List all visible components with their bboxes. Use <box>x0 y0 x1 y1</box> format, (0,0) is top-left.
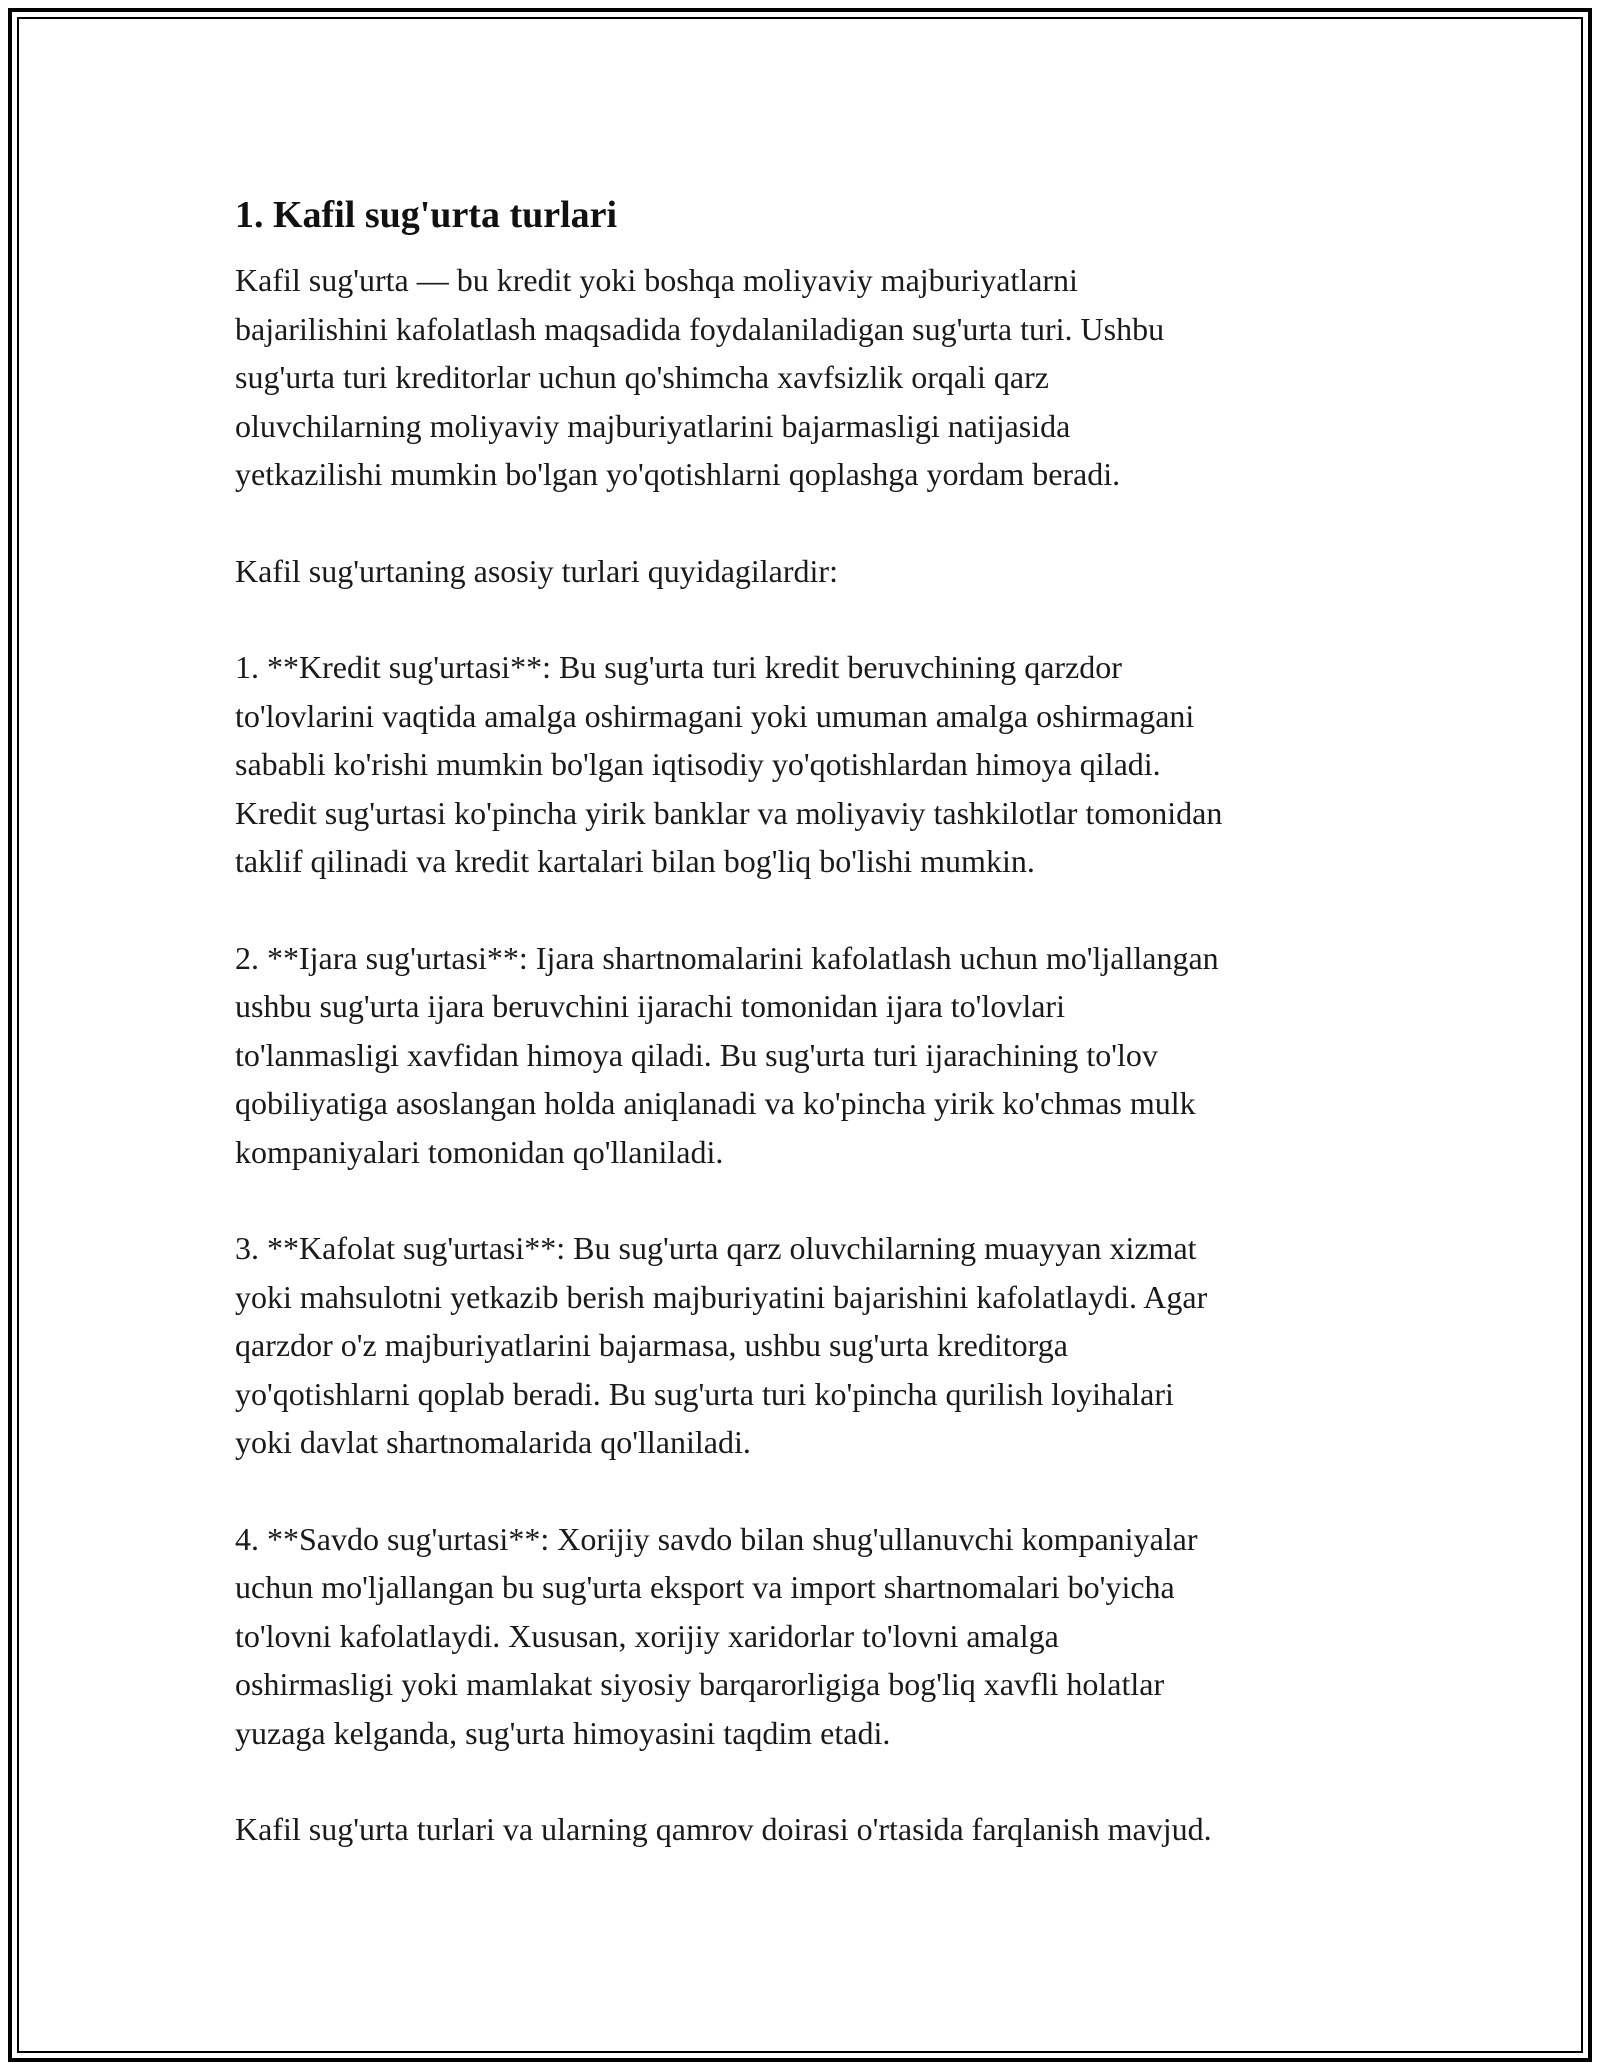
list-item-guarantee-insurance: 3. **Kafolat sug'urtasi**: Bu sug'urta qarz oluvchilarning muayyan xizmat yoki mahsulotni yetkazib berish majburiyatini bajarishini kafolatlaydi. Agar qarzdor o'z majburiyatlarini bajarmasa, ushbu sug'urta kreditorga yo'qotishlarni qoplab beradi. Bu sug'urta turi ko'pincha qurilish loyihalari yoki davlat shartnomalarida qo'llaniladi. <box>235 1230 1208 1460</box>
types-intro-paragraph: Kafil sug'urtaning asosiy turlari quyidagilardir: <box>235 552 838 589</box>
section-heading: 1. Kafil sug'urta turlari <box>235 194 618 236</box>
intro-paragraph: Kafil sug'urta — bu kredit yoki boshqa moliyaviy majburiyatlarni bajarilishini kafolatlash maqsadida foydalaniladigan sug'urta turi. Ushbu sug'urta turi kreditorlar uchun qo'shimcha xavfsizlik orqali qarz oluvchilarning moliyaviy majburiyatlarini bajarmasligi natijasida yetkazilishi mumkin bo'lgan yo'qotishlarni qoplashga yordam beradi. <box>235 262 1165 492</box>
document-body <box>235 188 1385 1902</box>
list-item-credit-insurance: 1. **Kredit sug'urtasi**: Bu sug'urta turi kredit beruvchining qarzdor to'lovlarini vaqtida amalga oshirmagani yoki umuman amalga oshirmagani sababli ko'rishi mumkin bo'lgan iqtisodiy yo'qotishlardan himoya qiladi. Kredit sug'urtasi ko'pincha yirik banklar va moliyaviy tashkilotlar tomonidan taklif qilinadi va kredit kartalari bilan bog'liq bo'lishi mumkin. <box>235 649 1223 879</box>
closing-paragraph: Kafil sug'urta turlari va ularning qamrov doirasi o'rtasida farqlanish mavjud. <box>235 1811 1212 1847</box>
list-item-trade-insurance: 4. **Savdo sug'urtasi**: Xorijiy savdo bilan shug'ullanuvchi kompaniyalar uchun mo'ljallangan bu sug'urta eksport va import shartnomalari bo'yicha to'lovni kafolatlaydi. Xususan, xorijiy xaridorlar to'lovni amalga oshirmasligi yoki mamlakat siyosiy barqarorligiga bog'liq xavfli holatlar yuzaga kelganda, sug'urta himoyasini taqdim etadi. <box>235 1520 1198 1751</box>
list-item-lease-insurance: 2. **Ijara sug'urtasi**: Ijara shartnomalarini kafolatlash uchun mo'ljallangan ushbu sug'urta ijara beruvchini ijarachi tomonidan ijara to'lovlari to'lanmasligi xavfidan himoya qiladi. Bu sug'urta turi ijarachining to'lov qobiliyatiga asoslangan holda aniqlanadi va ko'pincha yirik ko'chmas mulk kompaniyalari tomonidan qo'llaniladi. <box>235 939 1219 1170</box>
